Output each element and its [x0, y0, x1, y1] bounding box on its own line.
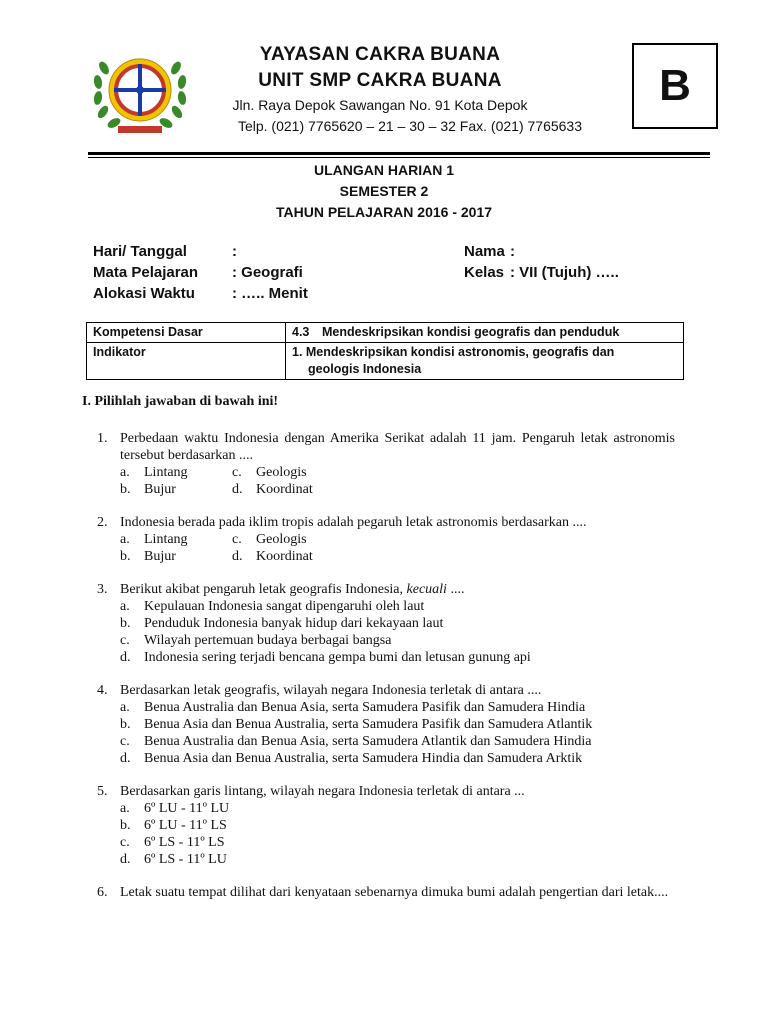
question-5: [97, 783, 675, 868]
question-number: 6.: [97, 885, 108, 900]
question-number: 2.: [97, 515, 108, 530]
option-text: 6º LU - 11º LS: [144, 818, 227, 833]
kd-number: 4.3: [292, 325, 310, 339]
option-text: Kepulauan Indonesia sangat dipengaruhi oleh laut: [144, 599, 425, 614]
class-label: Kelas: [464, 264, 505, 281]
question-1: [97, 430, 675, 498]
option-text: 6º LS - 11º LU: [144, 852, 227, 867]
option-text: Lintang: [144, 465, 188, 480]
indicator-row: [87, 343, 684, 380]
question-stem: Berdasarkan letak geografis, wilayah negara Indonesia terletak di antara ....: [120, 683, 542, 698]
option-d: [120, 851, 675, 868]
option-text: Wilayah pertemuan budaya berbagai bangsa: [144, 633, 392, 648]
school-phone: Telp. (021) 7765620 – 21 – 30 – 32 Fax. (021) 7765633: [237, 118, 583, 134]
option-text: Geologis: [256, 532, 307, 547]
competency-row: [87, 323, 684, 343]
option-letter: a.: [120, 801, 130, 816]
question-number: 5.: [97, 784, 108, 799]
option-letter: a.: [120, 599, 130, 614]
subject-value: : Geografi: [232, 264, 303, 281]
option-text: Lintang: [144, 532, 188, 547]
option-letter: c.: [120, 734, 130, 749]
option-letter: b.: [120, 549, 131, 564]
school-logo: [90, 48, 190, 140]
header-divider-thick: [88, 152, 710, 155]
option-a: [120, 800, 675, 817]
option-a: [120, 699, 675, 716]
option-d: [120, 649, 675, 666]
option-letter: b.: [120, 717, 131, 732]
school-address: Jln. Raya Depok Sawangan No. 91 Kota Depok: [232, 97, 528, 113]
option-c: [120, 834, 675, 851]
option-letter: d.: [120, 852, 131, 867]
question-stem: [120, 581, 675, 598]
question-stem: Letak suatu tempat dilihat dari kenyataan sebenarnya dimuka bumi adalah pengertian dari letak....: [120, 885, 669, 900]
option-letter: c.: [232, 465, 242, 480]
option-text: Penduduk Indonesia banyak hidup dari kekayaan laut: [144, 616, 444, 631]
option-b: [120, 817, 675, 834]
section-heading: I. Pilihlah jawaban di bawah ini!: [82, 394, 279, 409]
time-label: Alokasi Waktu: [93, 285, 195, 302]
option-letter: b.: [120, 818, 131, 833]
indicator-cell: [286, 343, 684, 380]
name-value: :: [510, 243, 515, 260]
option-text: Benua Asia dan Benua Australia, serta Samudera Pasifik dan Samudera Atlantik: [144, 717, 593, 732]
name-label: Nama: [464, 243, 505, 260]
option-text: Benua Asia dan Benua Australia, serta Samudera Hindia dan Samudera Arktik: [144, 751, 583, 766]
option-b: [120, 716, 675, 733]
kd-cell: [286, 323, 684, 343]
option-c: [120, 733, 675, 750]
indicator-label: Indikator: [87, 343, 286, 380]
option-letter: b.: [120, 616, 131, 631]
option-letter: a.: [120, 532, 130, 547]
question-6: [97, 884, 675, 901]
option-text: Indonesia sering terjadi bencana gempa bumi dan letusan gunung api: [144, 650, 531, 665]
exam-semester: SEMESTER 2: [339, 183, 429, 199]
option-letter: d.: [232, 482, 243, 497]
option-letter: c.: [120, 835, 130, 850]
option-letter: a.: [120, 465, 130, 480]
question-3: [97, 581, 675, 666]
option-letter: d.: [120, 650, 131, 665]
subject-label: Mata Pelajaran: [93, 264, 199, 281]
option-text: Koordinat: [256, 549, 313, 564]
question-number: 1.: [97, 431, 108, 446]
time-value: : ….. Menit: [232, 285, 308, 302]
stem-prefix: Berikut akibat pengaruh letak geografis Indonesia,: [120, 582, 407, 597]
option-d: [120, 750, 675, 767]
option-letter: b.: [120, 482, 131, 497]
option-text: Benua Australia dan Benua Asia, serta Samudera Pasifik dan Samudera Hindia: [144, 700, 586, 715]
option-text: 6º LU - 11º LU: [144, 801, 230, 816]
option-letter: c.: [120, 633, 130, 648]
kd-label: Kompetensi Dasar: [87, 323, 286, 343]
option-text: Bujur: [144, 482, 176, 497]
question-4: [97, 682, 675, 767]
options-row-1: [120, 464, 675, 481]
option-text: Geologis: [256, 465, 307, 480]
exam-title: ULANGAN HARIAN 1: [314, 162, 454, 178]
option-letter: d.: [120, 751, 131, 766]
competency-table: [86, 322, 684, 380]
stem-emphasis: kecuali: [406, 582, 447, 597]
option-text: Bujur: [144, 549, 176, 564]
day-label: Hari/ Tanggal: [93, 243, 187, 260]
options-row-2: [120, 481, 675, 498]
foundation-name: YAYASAN CAKRA BUANA: [259, 44, 501, 65]
option-text: Benua Australia dan Benua Asia, serta Samudera Atlantik dan Samudera Hindia: [144, 734, 592, 749]
option-b: [120, 615, 675, 632]
question-stem: Indonesia berada pada iklim tropis adalah pegaruh letak astronomis berdasarkan ....: [120, 515, 587, 530]
option-a: [120, 598, 675, 615]
question-stem: Berdasarkan garis lintang, wilayah negara Indonesia terletak di antara ...: [120, 784, 525, 799]
options-row-2: [120, 548, 675, 565]
question-2: [97, 514, 675, 565]
day-value: :: [232, 243, 237, 260]
option-letter: d.: [232, 549, 243, 564]
question-stem: Perbedaan waktu Indonesia dengan Amerika Serikat adalah 11 jam. Pengaruh letak astronomis tersebut berdasarkan ....: [120, 431, 675, 463]
kd-text: Mendeskripsikan kondisi geografis dan penduduk: [322, 325, 620, 339]
options-row-1: [120, 531, 675, 548]
exam-version-box: B: [632, 43, 718, 129]
header-divider-thin: [88, 157, 710, 158]
option-letter: a.: [120, 700, 130, 715]
question-number: 4.: [97, 683, 108, 698]
option-text: 6º LS - 11º LS: [144, 835, 225, 850]
option-text: Koordinat: [256, 482, 313, 497]
option-c: [120, 632, 675, 649]
school-name: UNIT SMP CAKRA BUANA: [258, 70, 502, 91]
exam-year: TAHUN PELAJARAN 2016 - 2017: [275, 204, 493, 220]
indicator-line-2: geologis Indonesia: [308, 362, 422, 376]
stem-suffix: ....: [446, 582, 465, 597]
question-number: 3.: [97, 582, 108, 597]
class-value: : VII (Tujuh) …..: [510, 264, 619, 281]
option-letter: c.: [232, 532, 242, 547]
indicator-line-1: 1. Mendeskripsikan kondisi astronomis, geografis dan: [292, 345, 615, 359]
